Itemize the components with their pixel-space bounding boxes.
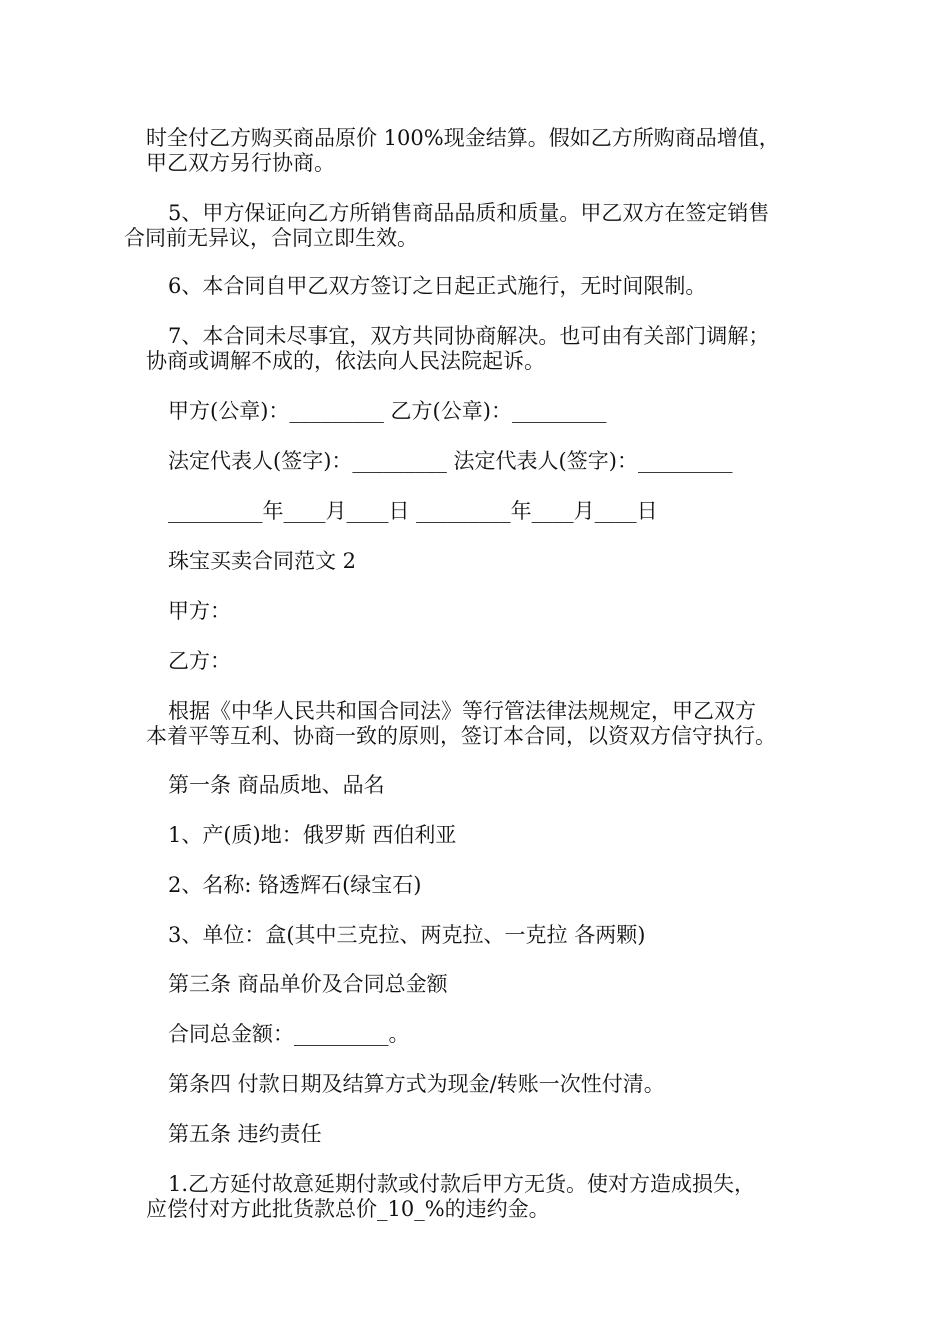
text-line: 7、本合同未尽事宜，双方共同协商解决。也可由有关部门调解； <box>168 324 770 348</box>
signature-seal-line <box>146 399 816 424</box>
text-line: 协商或调解不成的，依法向人民法院起诉。 <box>146 349 545 373</box>
text-line: 甲乙双方另行协商。 <box>146 151 335 175</box>
text-line: 应偿付对方此批货款总价_10_%的违约金。 <box>146 1197 550 1221</box>
paragraph-clause-6 <box>146 274 816 299</box>
text-line: 根据《中华人民共和国合同法》等行管法律法规规定，甲乙双方 <box>168 699 756 723</box>
paragraph-clause-7 <box>146 324 816 374</box>
contract-total-amount <box>146 1022 816 1047</box>
party-b-line <box>146 649 816 674</box>
article-5-heading <box>146 1122 816 1147</box>
article-5-item-1 <box>146 1172 816 1222</box>
text-line: 6、本合同自甲乙双方签订之日起正式施行，无时间限制。 <box>168 274 707 298</box>
article-1-item-1 <box>146 823 816 848</box>
signature-date-line <box>146 499 816 524</box>
text-line: 合同总金额：_________。 <box>168 1022 410 1046</box>
text-line: 甲方(公章)：_________ 乙方(公章)：_________ <box>168 399 607 423</box>
text-line: 第条四 付款日期及结算方式为现金/转账一次性付清。 <box>168 1072 665 1096</box>
article-3-heading <box>146 972 816 997</box>
paragraph-payment-terms-cont <box>146 126 816 176</box>
text-line: 乙方： <box>168 649 231 673</box>
text-line: _________年____月____日 _________年____月____日 <box>168 499 658 523</box>
text-line: 第一条 商品质地、品名 <box>168 773 385 797</box>
section-title-sample-2 <box>146 549 816 574</box>
text-line: 3、单位：盒(其中三克拉、两克拉、一克拉 各两颗) <box>168 923 646 947</box>
article-1-heading <box>146 773 816 798</box>
party-a-line <box>146 599 816 624</box>
paragraph-preamble <box>146 699 816 749</box>
paragraph-clause-5 <box>124 201 816 251</box>
text-line: 时全付乙方购买商品原价 100%现金结算。假如乙方所购商品增值， <box>146 126 780 150</box>
text-line: 第三条 商品单价及合同总金额 <box>168 972 448 996</box>
signature-representative-line <box>146 449 816 474</box>
article-1-item-2 <box>146 873 816 898</box>
text-line: 第五条 违约责任 <box>168 1122 322 1146</box>
text-line: 1.乙方延付故意延期付款或付款后甲方无货。使对方造成损失， <box>168 1172 756 1196</box>
text-line: 合同前无异议，合同立即生效。 <box>124 226 418 250</box>
article-4-heading <box>146 1072 816 1097</box>
text-line: 5、甲方保证向乙方所销售商品品质和质量。甲乙双方在签定销售 <box>168 201 770 225</box>
text-line: 珠宝买卖合同范文 2 <box>168 549 357 573</box>
text-line: 本着平等互利、协商一致的原则，签订本合同，以资双方信守执行。 <box>146 724 776 748</box>
text-line: 甲方： <box>168 599 231 623</box>
text-line: 1、产(质)地：俄罗斯 西伯利亚 <box>168 823 457 847</box>
article-1-item-3 <box>146 923 816 948</box>
text-line: 法定代表人(签字)：_________ 法定代表人(签字)：_________ <box>168 449 733 473</box>
text-line: 2、名称: 铬透辉石(绿宝石) <box>168 873 422 897</box>
